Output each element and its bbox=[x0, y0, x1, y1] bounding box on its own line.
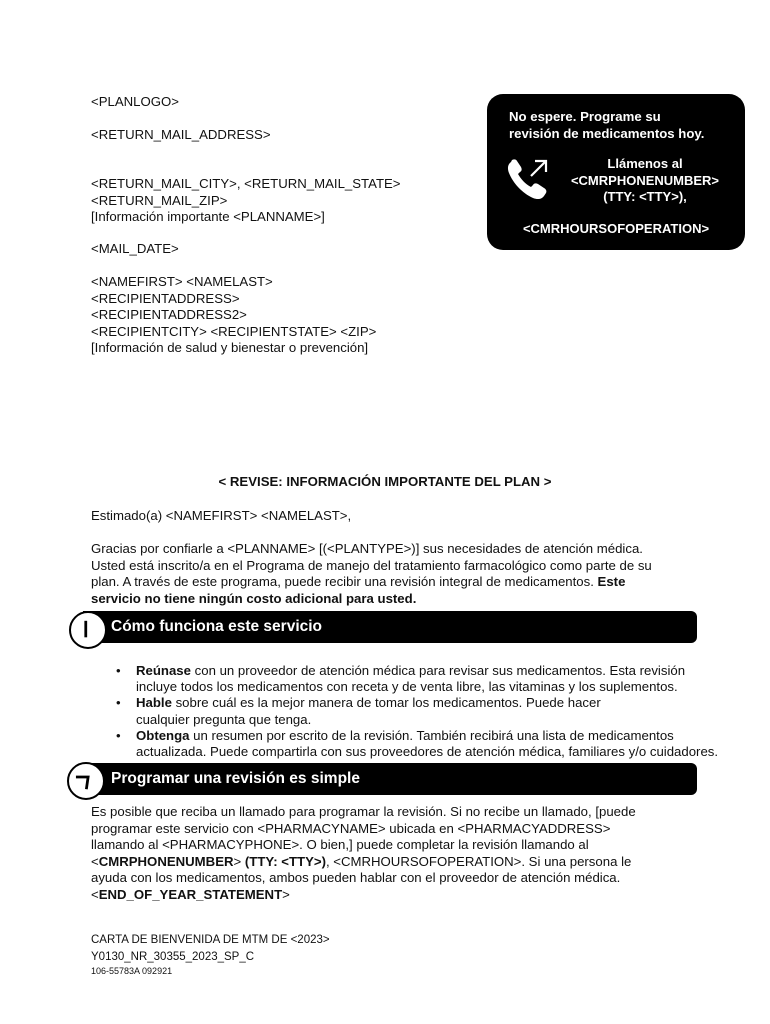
recipient-name: <NAMEFIRST> <NAMELAST> bbox=[91, 274, 273, 289]
intro-line4: servicio no tiene ningún costo adicional para usted. bbox=[91, 590, 417, 606]
list-item: • Obtenga un resumen por escrito de la revisión. También recibirá una lista de medicamentos actualizada. Puede compartirla con sus proveedores de atención médica, familiares y/o cuidadores. bbox=[113, 728, 718, 760]
callout-call-us bbox=[553, 156, 737, 206]
call-phone-number: <CMRPHONENUMBER> bbox=[570, 172, 720, 188]
return-address: <RETURN_MAIL_ADDRESS> bbox=[91, 127, 271, 142]
section-2-paragraph: Es posible que reciba un llamado para programar la revisión. Si no recibe un llamado, [puede programar este servicio con <PHARMACYNAME> ubicada en <PHARMACYADDRESS> llamando al <PHARMACYPHONE>. O bien,] puede completar la revisión llamando al <CMRPHONENUMBER> (TTY: <TTY>), <CMRHOURSOFOPERATION>. Si una persona le ayuda con los medicamentos, ambos pueden hablar con el proveedor de atención médica. <END_OF_YEAR_STATEMENT> bbox=[91, 804, 636, 902]
return-address-block bbox=[91, 176, 401, 226]
section-1-bullet-list bbox=[113, 663, 718, 760]
section-1-number-icon bbox=[69, 611, 107, 649]
call-tty: (TTY: <TTY>), bbox=[603, 189, 687, 204]
section-2-number-icon bbox=[67, 762, 105, 800]
intro-line2: Usted está inscrito/a en el Programa de manejo del tratamiento farmacológico como parte de su bbox=[91, 557, 652, 573]
important-info-note: [Información importante <PLANNAME>] bbox=[91, 209, 325, 224]
footer-form-number: 106-55783A 092921 bbox=[91, 966, 173, 976]
list-item: • Hable sobre cuál es la mejor manera de tomar los medicamentos. Puede hacer cualquier pregunta que tenga. bbox=[113, 695, 718, 727]
return-zip: <RETURN_MAIL_ZIP> bbox=[91, 192, 228, 208]
phone-call-icon bbox=[505, 156, 551, 202]
recipient-block bbox=[91, 274, 376, 357]
page-heading: < REVISE: INFORMACIÓN IMPORTANTE DEL PLAN > bbox=[218, 474, 552, 489]
intro-paragraph bbox=[91, 541, 652, 607]
footer-document-id: Y0130_NR_30355_2023_SP_C bbox=[91, 951, 255, 963]
call-us-label: Llámenos al bbox=[607, 156, 683, 171]
schedule-callout bbox=[487, 94, 745, 250]
section-2-bar bbox=[83, 763, 697, 795]
recipient-city-line: <RECIPIENTCITY> <RECIPIENTSTATE> <ZIP> bbox=[91, 323, 377, 339]
recipient-address2: <RECIPIENTADDRESS2> bbox=[91, 307, 247, 322]
callout-hours: <CMRHOURSOFOPERATION> bbox=[522, 221, 710, 236]
footer-letter-title: CARTA DE BIENVENIDA DE MTM DE <2023> bbox=[91, 934, 330, 946]
greeting: Estimado(a) <NAMEFIRST> <NAMELAST>, bbox=[91, 508, 352, 523]
recipient-health-info: [Información de salud y bienestar o prevención] bbox=[91, 340, 369, 355]
callout-headline bbox=[509, 108, 704, 142]
recipient-address1: <RECIPIENTADDRESS> bbox=[91, 290, 240, 306]
return-city-state: <RETURN_MAIL_CITY>, <RETURN_MAIL_STATE> bbox=[91, 176, 401, 191]
intro-line3: plan. A través de este programa, puede recibir una revisión integral de medicamentos. Este bbox=[91, 574, 626, 589]
callout-line2: revisión de medicamentos hoy. bbox=[509, 126, 705, 141]
section-2-title: Programar una revisión es simple bbox=[111, 770, 360, 787]
section-1-bar bbox=[83, 611, 697, 643]
plan-logo-placeholder: <PLANLOGO> bbox=[91, 94, 179, 109]
section-1-title: Cómo funciona este servicio bbox=[111, 618, 323, 635]
intro-line1: Gracias por confiarle a <PLANNAME> [(<PLANTYPE>)] sus necesidades de atención médica. bbox=[91, 541, 643, 556]
mail-date: <MAIL_DATE> bbox=[91, 241, 179, 256]
list-item: • Reúnase con un proveedor de atención médica para revisar sus medicamentos. Esta revisión incluye todos los medicamentos con receta y de venta libre, las vitaminas y los suplementos. bbox=[113, 663, 718, 695]
callout-line1: No espere. Programe su bbox=[509, 109, 661, 124]
